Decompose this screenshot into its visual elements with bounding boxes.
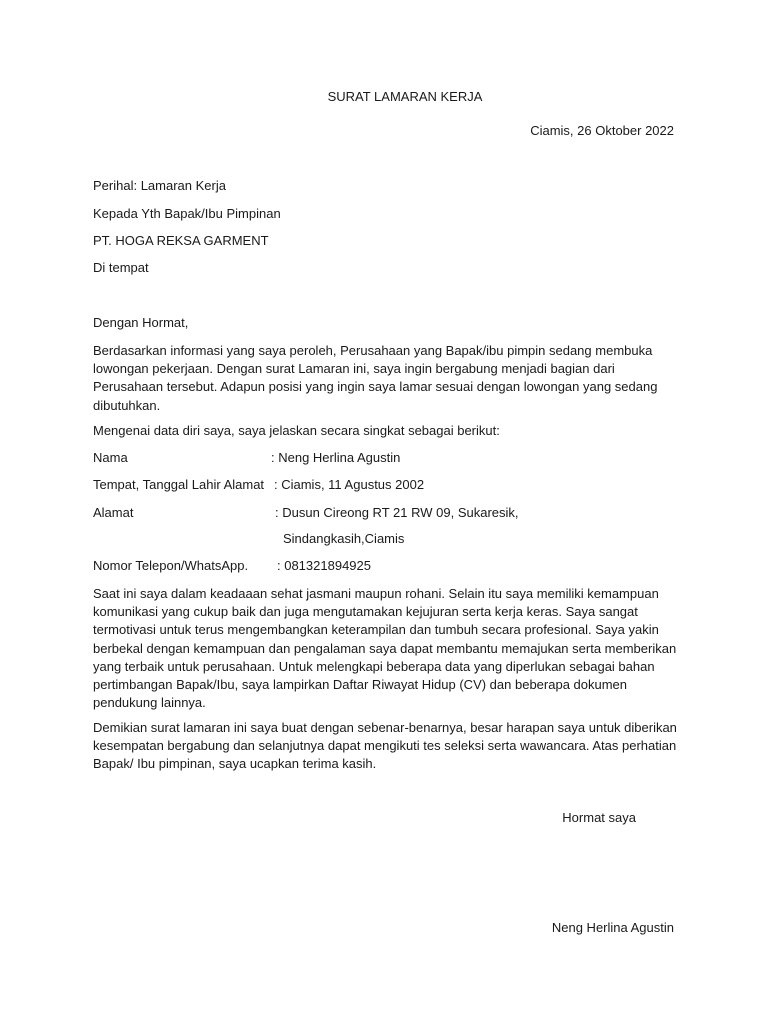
birth-value: : Ciamis, 11 Agustus 2002 xyxy=(274,477,425,492)
name-value: : Neng Herlina Agustin xyxy=(271,450,401,465)
address-label: Alamat xyxy=(93,505,134,520)
subject-line: Perihal: Lamaran Kerja xyxy=(93,178,226,193)
signer-name: Neng Herlina Agustin xyxy=(551,920,674,935)
body-paragraph: Saat ini saya dalam keadaaan sehat jasmani maupun rohani. Selain itu saya memiliki kemampuan komunikasi yang cukup baik dan juga mengutamakan kejujuran serta kerja keras. Saya sangat termotivasi untuk terus mengembangkan keterampilan dan tumbuh secara profesional. Saya yakin berbekal dengan kemampuan dan pengalaman saya dapat membantu memajukan serta memberikan yang terbaik untuk perusahaan. Untuk melengkapi beberapa data yang diperlukan sebagai bahan pertimbangan Bapak/Ibu, saya lampirkan Daftar Riwayat Hidup (CV) dan beberapa dokumen pendukung lainnya. xyxy=(93,586,677,711)
place-date: Ciamis, 26 Oktober 2022 xyxy=(530,123,674,138)
address-value-line1: : Dusun Cireong RT 21 RW 09, Sukaresik, xyxy=(275,505,519,520)
data-intro: Mengenai data diri saya, saya jelaskan secara singkat sebagai berikut: xyxy=(93,423,500,438)
recipient-place: Di tempat xyxy=(93,260,149,275)
closing-paragraph: Demikian surat lamaran ini saya buat dengan sebenar-benarnya, besar harapan saya untuk diberikan kesempatan bergabung dan selanjutnya dapat mengikuti tes seleksi serta wawancara. Atas perhatian Bapak/ Ibu pimpinan, saya ucapkan terima kasih. xyxy=(93,720,677,772)
name-label: Nama xyxy=(93,450,128,465)
letter-title: SURAT LAMARAN KERJA xyxy=(327,89,483,104)
recipient-title: Kepada Yth Bapak/Ibu Pimpinan xyxy=(93,206,281,221)
closing-salutation: Hormat saya xyxy=(562,810,636,825)
birth-label: Tempat, Tanggal Lahir Alamat xyxy=(93,477,265,492)
intro-paragraph: Berdasarkan informasi yang saya peroleh, Perusahaan yang Bapak/ibu pimpin sedang membuka lowongan pekerjaan. Dengan surat Lamaran ini, saya ingin bergabung menjadi bagian dari Perusahaan tersebut. Adapun posisi yang ingin saya lamar sesuai dengan lowongan yang sedang dibutuhkan. xyxy=(93,343,658,413)
address-value-line2: Sindangkasih,Ciamis xyxy=(283,531,405,546)
phone-value: : 081321894925 xyxy=(277,558,371,573)
recipient-company: PT. HOGA REKSA GARMENT xyxy=(93,233,269,248)
greeting: Dengan Hormat, xyxy=(93,315,189,330)
phone-label: Nomor Telepon/WhatsApp. xyxy=(93,558,249,573)
